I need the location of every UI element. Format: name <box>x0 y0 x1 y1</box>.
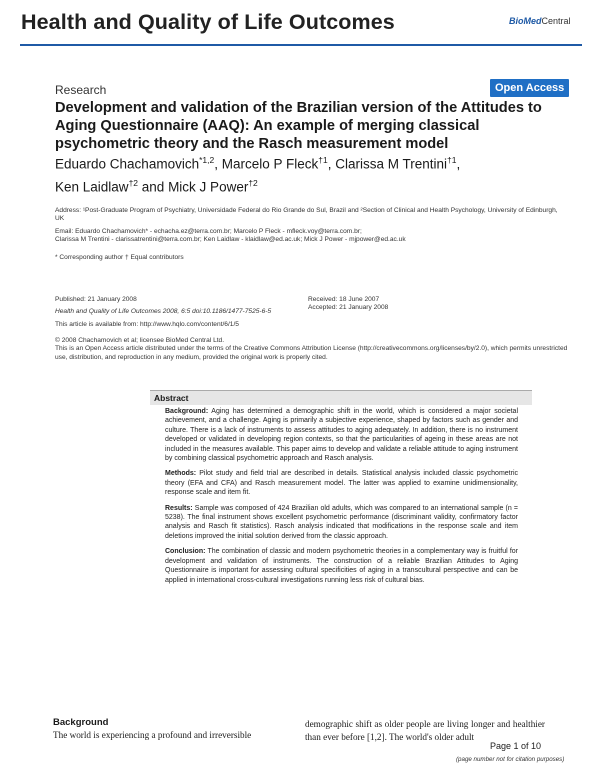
citation: Health and Quality of Life Outcomes 2008, 6:5 doi:10.1186/1477-7525-6-5 <box>55 308 272 316</box>
page-note: (page number not for citation purposes) <box>456 756 565 763</box>
abstract-text: Pilot study and field trial are described in details. Statistical analysis included classic psychometric theory (EFA and CFA) and Rasch measurement model. The latter was applied to examine unidimensionality, response scale and item fit. <box>165 470 518 497</box>
license-block <box>55 337 575 362</box>
abstract-label: Conclusion: <box>165 548 206 556</box>
article-url: This article is available from: http://www.hqlo.com/content/6/1/5 <box>55 320 239 328</box>
body-column-right: demographic shift as older people are living longer and healthier than ever before [1,2]. The world's older adult <box>305 719 545 742</box>
author-list: Eduardo Chachamovich$^{*1,2}$, Marcelo P Fleck$^{\dagger 1}$, Clarissa M Trentini$^{\dagger 1}$, Ken Laidlaw$^{\dagger 2}$ and Mick J Power$^{\dagger 2}$ <box>55 155 461 194</box>
copyright: © 2008 Chachamovich et al; licensee BioMed Central Ltd. <box>55 337 225 344</box>
author-affiliation: †1 <box>447 155 457 165</box>
affiliation-address: Address: ¹Post-Graduate Program of Psychiatry, Universidade Federal do Rio Grande do Sul, Brazil and ²Section of Clinical and Health Psychology, University of Edinburgh, UK <box>55 207 558 223</box>
publisher-logo-central: Central <box>541 16 571 26</box>
article-type: Research <box>55 83 107 97</box>
abstract-section <box>165 547 518 585</box>
abstract-section <box>165 407 518 463</box>
abstract-label: Background: <box>165 408 209 415</box>
abstract-section <box>165 469 518 497</box>
published-date: Published: 21 January 2008 <box>55 296 137 303</box>
abstract-text: The combination of classic and modern psychometric theories in a complementary way is fruitful for development and validation of instruments. The construction of a reliable Brazilian Attitudes to Aging Questionnaire is important for assessing cultural specificities of aging in a transcultural perspective and can be applied in international cross-cultural investigations running less risk of cultural bias. <box>165 548 518 584</box>
open-access-badge: Open Access <box>490 79 569 97</box>
abstract-label: Methods: <box>165 470 197 478</box>
body-column-left: The world is experiencing a profound and irreversible <box>53 730 252 740</box>
header-rule <box>20 44 582 46</box>
abstract-text: Aging has determined a demographic shift in the world, which is considered a major societal achievement, and a challenge. Aging is primarily a subjective experience, shaped by factors such as gender and culture. There is a lack of instruments to assess attitudes to aging adequately. In addition, there is no instrument developed or validated in developing region contexts, so that the particularities of ageing in these areas are not included in the measures available. This paper aims to develop and validate a reliable attitude to aging instrument by combining classical psychometric approach and Rasch analysis. <box>165 408 518 463</box>
abstract-box <box>150 390 532 656</box>
author-name: Clarissa M Trentini <box>335 156 448 172</box>
author-footnote: * Corresponding author † Equal contributors <box>55 254 184 261</box>
author-affiliation: †2 <box>248 177 258 188</box>
author-name: Mick J Power <box>168 179 249 194</box>
license-text: This is an Open Access article distributed under the terms of the Creative Commons Attribution License (http://creativecommons.org/licenses/by/2.0), which permits unrestricted use, distribution, and reproduction in any medium, provided the original work is properly cited. <box>55 345 568 361</box>
page-number: Page 1 of 10 <box>490 741 542 751</box>
background-heading: Background <box>53 717 109 728</box>
abstract-label: Results: <box>165 504 193 512</box>
abstract-text: Sample was composed of 424 Brazilian old adults, which was compared to an international sample (n = 5238). The final instrument shows excellent psychometric performance (discriminant validity, confirmatory factor analysis and Rasch fit statistics). Rasch analysis indicated that modifications in the response scale and item deletions improved the initial solution derived from the classic approach. <box>165 504 518 540</box>
publisher-logo-bio: BioMed <box>509 16 542 26</box>
article-title: Development and validation of the Brazilian version of the Attitudes to Aging Questionnaire (AAQ): An example of merging classical psychometric theory and the Rasch measurement model <box>55 100 542 152</box>
author-emails <box>55 228 565 245</box>
author-affiliation: †1 <box>318 155 328 165</box>
author-name: Marcelo P Fleck <box>221 156 319 172</box>
dates-info <box>308 296 508 313</box>
emails-line: Email: Eduardo Chachamovich* - echacha.ez@terra.com.br; Marcelo P Fleck - mfleck.voy@terra.com.br; <box>55 228 362 235</box>
author-name: Eduardo Chachamovich <box>55 156 200 172</box>
accepted-date: Accepted: 21 January 2008 <box>308 304 389 312</box>
received-date: Received: 18 June 2007 <box>308 296 380 303</box>
author-affiliation: *1,2 <box>199 155 215 165</box>
abstract-section <box>165 504 518 542</box>
author-name: Ken Laidlaw <box>55 179 129 194</box>
publication-info <box>55 296 305 329</box>
abstract-heading: Abstract <box>150 391 532 405</box>
emails-line: Clarissa M Trentini - clarissatrentini@terra.com.br; Ken Laidlaw - klaidlaw@ed.ac.uk; Mick J Power - mjpower@ed.ac.uk <box>55 236 406 244</box>
author-affiliation: †2 <box>128 177 139 188</box>
journal-title: Health and Quality of Life Outcomes <box>21 10 395 34</box>
publisher-logo <box>509 16 571 26</box>
